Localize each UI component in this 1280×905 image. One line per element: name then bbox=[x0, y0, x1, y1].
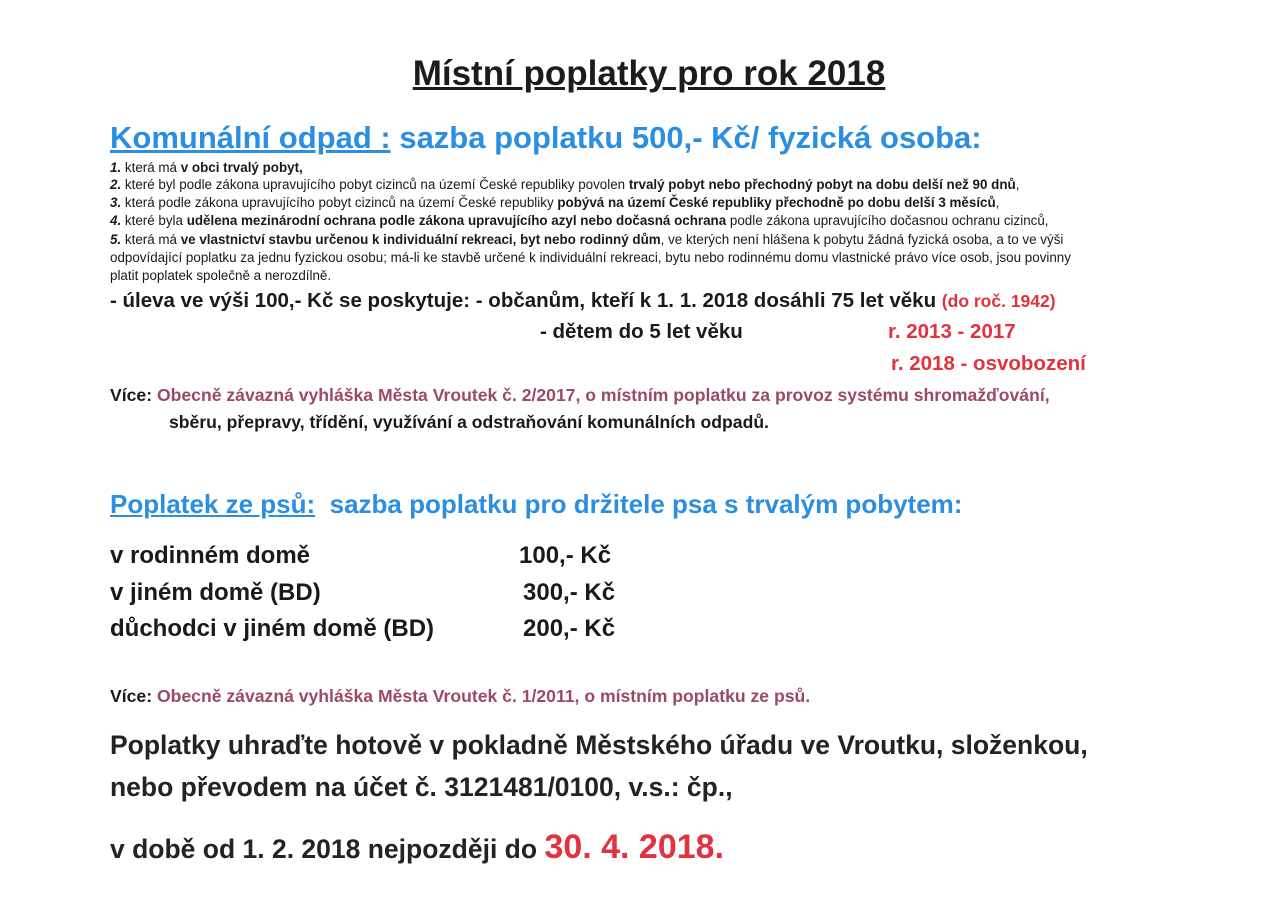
item-text: které byl podle zákona upravujícího pobyt cizinců na území České republiky povolen bbox=[124, 177, 629, 192]
item-bold: pobývá na území České republiky přechodně po dobu delší 3 měsíců bbox=[557, 195, 996, 210]
fee-label: důchodci v jiném domě (BD) bbox=[110, 615, 435, 642]
psi-heading-row bbox=[110, 489, 962, 520]
item-5 bbox=[110, 233, 1063, 246]
item-number: 2. bbox=[110, 177, 122, 192]
more-label: Více: bbox=[110, 686, 153, 706]
payment-line2: nebo převodem na účet č. 3121481/0100, v.s.: čp., bbox=[110, 772, 733, 802]
komunalni-more-line1 bbox=[110, 385, 1050, 406]
item-text: které byla bbox=[124, 213, 187, 228]
fee-amount: 200,- Kč bbox=[523, 615, 616, 642]
komunalni-more-line2: sběru, přepravy, třídění, využívání a odstraňování komunálních odpadů. bbox=[169, 412, 769, 432]
item-tail: , ve kterých není hlášena k pobytu žádná fyzická osoba, a to ve výši bbox=[660, 232, 1064, 247]
item-5-line3: platit poplatek společně a nerozdílně. bbox=[110, 268, 332, 283]
fee-amount: 100,- Kč bbox=[519, 542, 612, 569]
komunalni-regulation-link: Obecně závazná vyhláška Města Vroutek č. 2/2017, o místním poplatku za provoz systému shromažďování, bbox=[156, 385, 1050, 405]
item-number: 5. bbox=[110, 232, 122, 247]
item-5-line2: odpovídající poplatku za jednu fyzickou osobu; má-li ke stavbě určené k individuální rekreaci, bytu nebo rodinnému domu vlastnické právo více osob, jsou povinny bbox=[110, 250, 1071, 265]
psi-more bbox=[110, 686, 810, 707]
item-bold: udělena mezinárodní ochrana podle zákona upravujícího azyl nebo dočasná ochrana bbox=[186, 213, 727, 228]
payment-deadline: 30. 4. 2018. bbox=[544, 828, 725, 866]
komunalni-heading: Komunální odpad : bbox=[110, 120, 391, 155]
item-number: 4. bbox=[110, 213, 122, 228]
page-title: Místní poplatky pro rok 2018 bbox=[412, 54, 886, 93]
item-2 bbox=[110, 178, 1019, 191]
payment-line3 bbox=[110, 828, 724, 867]
item-1 bbox=[110, 161, 303, 174]
relief-exempt: r. 2018 - osvobození bbox=[891, 352, 1086, 375]
relief-seniors-note: (do roč. 1942) bbox=[941, 291, 1056, 311]
fee-label: v rodinném domě bbox=[110, 542, 311, 569]
item-text: která má bbox=[124, 232, 181, 247]
item-text: která podle zákona upravujícího pobyt cizinců na území České republiky bbox=[124, 195, 558, 210]
more-label: Více: bbox=[110, 385, 153, 405]
psi-rate: sazba poplatku pro držitele psa s trvalým pobytem: bbox=[329, 489, 963, 519]
item-bold: trvalý pobyt nebo přechodný pobyt na dobu delší než 90 dnů bbox=[628, 177, 1016, 192]
komunalni-rate: sazba poplatku 500,- Kč/ fyzická osoba: bbox=[399, 120, 982, 155]
item-tail: podle zákona upravujícího dočasnou ochranu cizinců, bbox=[726, 213, 1049, 228]
item-4 bbox=[110, 214, 1049, 227]
item-number: 1. bbox=[110, 160, 122, 175]
item-tail: , bbox=[995, 195, 1000, 210]
fee-label: v jiném domě (BD) bbox=[110, 579, 321, 606]
payment-line1: Poplatky uhraďte hotově v pokladně Městského úřadu ve Vroutku, složenkou, bbox=[110, 730, 1088, 760]
relief-children: - dětem do 5 let věku bbox=[540, 320, 743, 343]
payment-period: v době od 1. 2. 2018 nejpozději do bbox=[110, 834, 538, 864]
item-bold: ve vlastnictví stavbu určenou k individuální rekreaci, byt nebo rodinný dům bbox=[180, 232, 661, 247]
relief-children-years: r. 2013 - 2017 bbox=[888, 320, 1016, 343]
relief-row-seniors bbox=[110, 289, 1056, 313]
item-number: 3. bbox=[110, 195, 122, 210]
relief-seniors: - občanům, kteří k 1. 1. 2018 dosáhli 75 let věku bbox=[475, 289, 937, 312]
psi-regulation-link: Obecně závazná vyhláška Města Vroutek č. 1/2011, o místním poplatku ze psů. bbox=[156, 686, 811, 706]
item-tail: , bbox=[1015, 177, 1020, 192]
relief-lead: - úleva ve výši 100,- Kč se poskytuje: bbox=[110, 289, 471, 312]
fee-amount: 300,- Kč bbox=[523, 579, 616, 606]
psi-heading: Poplatek ze psů: bbox=[110, 489, 316, 519]
komunalni-heading-row bbox=[110, 120, 982, 156]
item-bold: v obci trvalý pobyt, bbox=[180, 160, 303, 175]
item-text: která má bbox=[124, 160, 181, 175]
item-3 bbox=[110, 196, 999, 209]
